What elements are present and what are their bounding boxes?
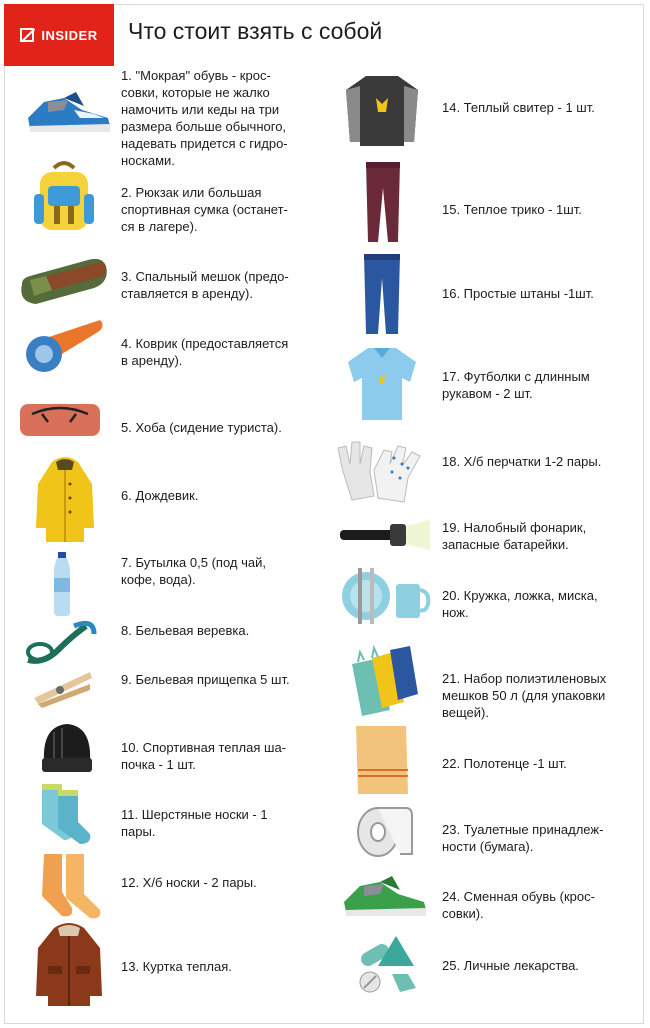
item-label: 5. Хоба (сидение туриста). [121, 420, 282, 435]
towel-icon [354, 724, 410, 796]
backpack-icon [32, 160, 96, 232]
sneaker-blue-icon [24, 88, 116, 138]
page-title: Что стоит взять с собой [128, 18, 383, 44]
headlamp-icon [336, 520, 432, 552]
warm-jacket-icon [34, 922, 104, 1008]
item-label: 19. Налобный фонарик, запасные батарейки. [442, 520, 587, 552]
item-label: 16. Простые штаны -1шт. [442, 286, 594, 301]
item-label: 11. Шерстяные носки - 1 пары. [121, 807, 268, 839]
item-label: 20. Кружка, ложка, миска, нож. [442, 588, 598, 620]
item-label: 22. Полотенце -1 шт. [442, 756, 567, 771]
medicine-icon [356, 934, 418, 996]
raincoat-icon [34, 454, 96, 544]
wool-socks-icon [36, 780, 98, 846]
item-label: 24. Сменная обувь (крос- совки). [442, 889, 595, 921]
sit-pad-icon [18, 398, 102, 440]
item-label: 6. Дождевик. [121, 488, 199, 503]
rope-icon [24, 620, 98, 668]
item-label: 18. Х/б перчатки 1-2 пары. [442, 454, 602, 469]
sleeping-bag-icon [16, 254, 114, 312]
brand-logo [4, 4, 114, 66]
item-label: 8. Бельевая веревка. [121, 623, 250, 638]
item-label: 1. "Мокрая" обувь - крос- совки, которые не жалко намочить или кеды на три размера больше обычного, надевать придется с гидро- носками. [121, 68, 288, 168]
trousers-icon [360, 252, 404, 336]
brand-name: INSIDER [41, 27, 98, 43]
item-label: 23. Туалетные принадлеж- ности (бумага). [442, 822, 604, 854]
item-label: 9. Бельевая прищепка 5 шт. [121, 672, 290, 687]
item-label: 10. Спортивная теплая ша- почка - 1 шт. [121, 740, 287, 772]
shirt-icon [346, 344, 418, 422]
item-label: 4. Коврик (предоставляется в аренду). [121, 336, 289, 368]
mat-roll-icon [24, 316, 106, 376]
beanie-icon [40, 722, 94, 774]
item-label: 13. Куртка теплая. [121, 959, 232, 974]
item-label: 17. Футболки с длинным рукавом - 2 шт. [442, 369, 590, 401]
tableware-icon [340, 562, 432, 628]
water-bottle-icon [50, 552, 74, 616]
sweater-icon [342, 72, 422, 148]
toilet-paper-icon [356, 804, 414, 862]
sneaker-green-icon [340, 872, 432, 922]
item-label: 7. Бутылка 0,5 (под чай, кофе, вода). [121, 555, 266, 587]
item-label: 14. Теплый свитер - 1 шт. [442, 100, 595, 115]
item-label: 12. Х/б носки - 2 пары. [121, 875, 257, 890]
item-label: 21. Набор полиэтиленовых мешков 50 л (для упаковки вещей). [442, 671, 607, 720]
item-label: 3. Спальный мешок (предо- ставляется в аренду). [121, 269, 289, 301]
cotton-socks-icon [38, 852, 106, 922]
plastic-bags-icon [350, 644, 420, 720]
item-label: 2. Рюкзак или большая спортивная сумка (останет- ся в лагере). [121, 185, 288, 234]
item-label: 15. Теплое трико - 1шт. [442, 202, 582, 217]
clothespin-icon [30, 668, 94, 708]
logo-mark-icon [20, 28, 34, 42]
leggings-icon [362, 160, 404, 244]
item-label: 25. Личные лекарства. [442, 958, 579, 973]
gloves-icon [334, 438, 426, 506]
